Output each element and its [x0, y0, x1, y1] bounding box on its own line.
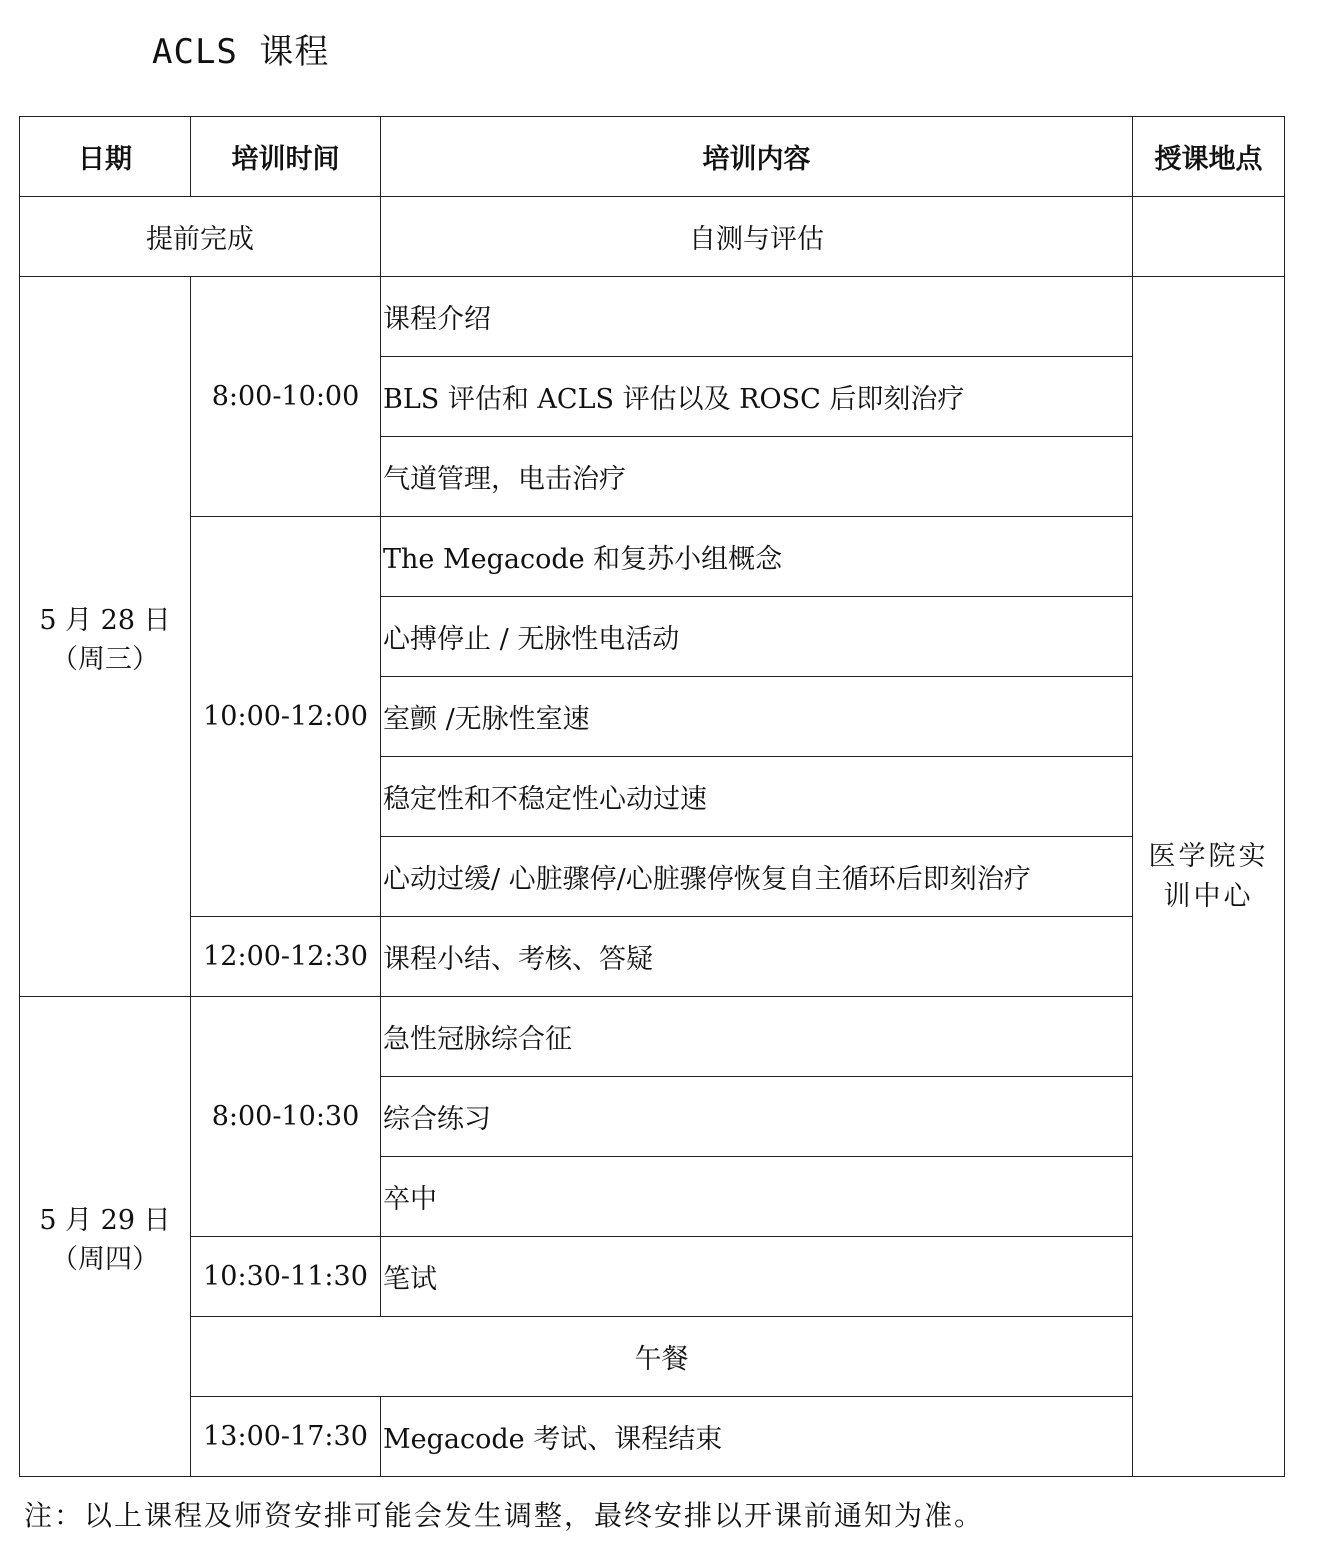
table-row — [20, 197, 1285, 277]
header-content: 培训内容 — [381, 117, 1133, 197]
content-item: 卒中 — [381, 1157, 1133, 1237]
content-item: 室颤 /无脉性室速 — [381, 677, 1133, 757]
content-item: 心搏停止 / 无脉性电活动 — [381, 597, 1133, 677]
day2-weekday: （周四） — [51, 1243, 159, 1275]
content-item: BLS 评估和 ACLS 评估以及 ROSC 后即刻治疗 — [381, 357, 1133, 437]
table-row — [20, 1397, 1285, 1477]
day1-slot3-time: 12:00-12:30 — [191, 917, 381, 997]
day1-date-cell — [20, 277, 191, 997]
content-item: 心动过缓/ 心脏骤停/心脏骤停恢复自主循环后即刻治疗 — [381, 837, 1133, 917]
document-title: ACLS 课程 — [152, 32, 330, 72]
day1-date: 5 月 28 日 — [39, 604, 171, 636]
header-location: 授课地点 — [1133, 117, 1285, 197]
table-row — [20, 917, 1285, 997]
content-item: 课程小结、考核、答疑 — [381, 917, 1133, 997]
footnote: 注：以上课程及师资安排可能会发生调整，最终安排以开课前通知为准。 — [24, 1499, 985, 1532]
day1-weekday: （周三） — [51, 643, 159, 675]
content-item: 气道管理，电击治疗 — [381, 437, 1133, 517]
pre-content: 自测与评估 — [381, 197, 1133, 277]
table-row — [20, 997, 1285, 1077]
table-row — [20, 1317, 1285, 1397]
pre-location-empty — [1133, 197, 1285, 277]
table-row — [20, 517, 1285, 597]
table-row — [20, 277, 1285, 357]
table-row — [20, 1237, 1285, 1317]
day2-slot2-time: 10:30-11:30 — [191, 1237, 381, 1317]
header-row — [20, 117, 1285, 197]
content-item: Megacode 考试、课程结束 — [381, 1397, 1133, 1477]
header-time: 培训时间 — [191, 117, 381, 197]
schedule-table — [19, 116, 1285, 1477]
day2-slot1-time: 8:00-10:30 — [191, 997, 381, 1237]
content-item: 综合练习 — [381, 1077, 1133, 1157]
content-item: 课程介绍 — [381, 277, 1133, 357]
content-item: 稳定性和不稳定性心动过速 — [381, 757, 1133, 837]
content-item: The Megacode 和复苏小组概念 — [381, 517, 1133, 597]
day1-slot2-time: 10:00-12:00 — [191, 517, 381, 917]
day2-date: 5 月 29 日 — [39, 1204, 171, 1236]
lunch-cell: 午餐 — [191, 1317, 1133, 1397]
day2-date-cell — [20, 997, 191, 1477]
content-item: 急性冠脉综合征 — [381, 997, 1133, 1077]
location-cell: 医学院实训中心 — [1133, 277, 1285, 1477]
day2-slot3-time: 13:00-17:30 — [191, 1397, 381, 1477]
content-item: 笔试 — [381, 1237, 1133, 1317]
pre-when: 提前完成 — [20, 197, 381, 277]
day1-slot1-time: 8:00-10:00 — [191, 277, 381, 517]
header-date: 日期 — [20, 117, 191, 197]
